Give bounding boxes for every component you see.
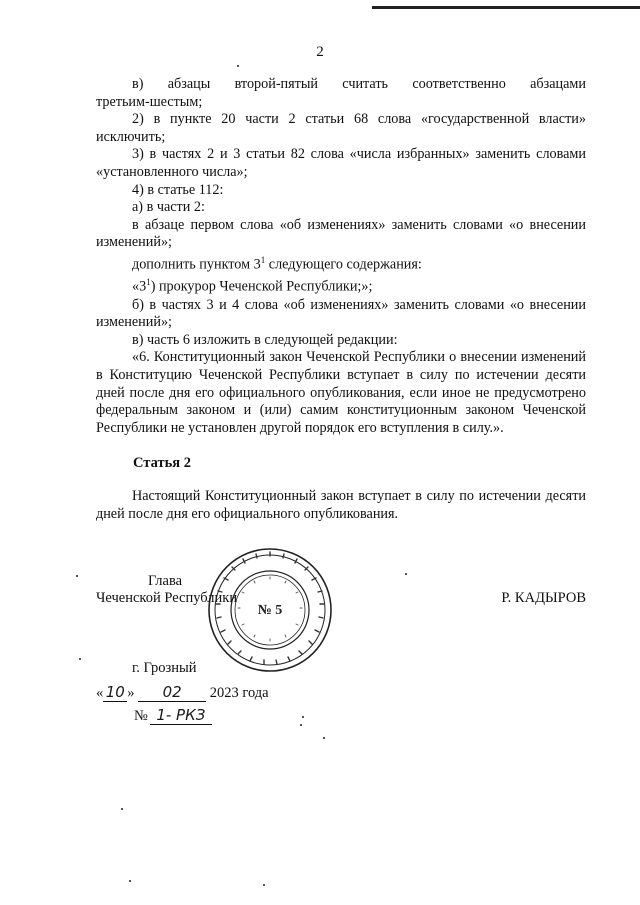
city: г. Грозный [132,660,197,676]
paragraph-1b: третьим-шестым; [96,93,203,110]
paragraph-3: 3) в частях 2 и 3 статьи 82 слова «числа избранных» заменить словами «установленного числа»; [96,146,586,180]
number-line [134,706,212,725]
paragraph-5: а) в части 2: [132,199,205,216]
paragraph-6: в абзаце первом слова «об изменениях» заменить словами «о внесении изменений»; [96,216,586,251]
signatory-name: Р. КАДЫРОВ [501,590,586,606]
paragraph-9: б) в частях 3 и 4 слова «об изменениях» заменить словами «о внесении изменений»; [96,296,586,331]
date-year: 2023 года [209,685,269,701]
official-seal [206,546,334,674]
paragraph-10: в) часть 6 изложить в следующей редакции: [132,331,398,348]
scan-speck [300,724,302,726]
scan-speck [121,808,123,810]
scan-speck [129,880,131,882]
paragraph-4: 4) в статье 112: [132,181,224,198]
scan-speck [79,658,81,660]
paragraph-11: «6. Конституционный закон Чеченской Республики о внесении изменений в Конституцию Чеченской Республики вступает в силу по истечении десяти дней после дня его официального опубликования, если иное не предусмотрено федеральным законом и (или) самим конституционным законом Чеченской Республики не установлен другой порядок его вступления в силу.». [96,349,586,436]
seal-number: № 5 [257,603,283,618]
paragraph-7: дополнить пунктом $3^1$ следующего содержания: [132,254,422,273]
scan-speck [237,65,239,67]
paragraph-8: «$3^1$) прокурор Чеченской Республики;»; [132,277,373,295]
date-close-quote: » [127,685,135,701]
paragraph-1a: в) абзацы второй-пятый считать соответственно абзацами [132,76,586,92]
date-month: 02 [138,683,206,702]
article-heading: Статья 2 [133,455,191,471]
date-line [96,683,269,702]
date-open-quote: « [96,685,104,701]
scan-speck [302,716,304,718]
top-rule [372,6,640,9]
page-number: 2 [316,44,324,60]
scan-speck [323,737,325,739]
paragraph-2: 2) в пункте 20 части 2 статьи 68 слова «государственной власти» исключить; [96,111,586,145]
amendments-text [96,76,586,437]
article-text: Настоящий Конституционный закон вступает в силу по истечении десяти дней после дня его официального опубликования. [96,488,586,522]
number-value: 1- РКЗ [150,706,212,725]
scan-speck [405,573,407,575]
number-prefix: № [134,708,148,724]
scan-speck [263,884,265,886]
scan-speck [76,575,78,577]
date-day: 10 [103,683,127,702]
signatory-title-line1: Глава [148,573,183,589]
signatory-title-line2: Чеченской Республики [96,590,238,606]
